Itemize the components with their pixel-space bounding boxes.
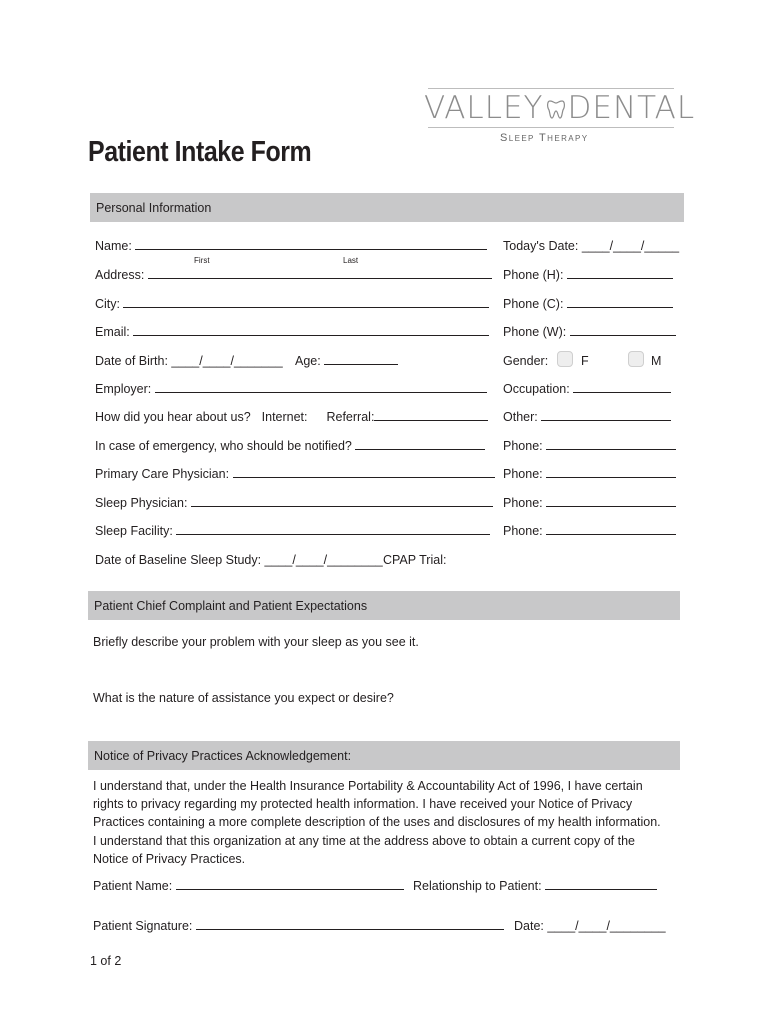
cpap-trial-field[interactable] [383, 553, 446, 567]
patient-name-line[interactable] [176, 879, 404, 890]
city-label: City: [95, 297, 120, 311]
primary-care-line[interactable] [233, 467, 495, 478]
baseline-study-field[interactable] [95, 553, 383, 567]
address-line[interactable] [148, 268, 492, 279]
primary-care-phone-line[interactable] [546, 467, 676, 478]
patient-signature-field[interactable] [93, 919, 504, 933]
logo-brand-left: VALLEY [424, 90, 544, 126]
relationship-line[interactable] [545, 879, 657, 890]
privacy-line: I understand that, under the Health Insurance Portability & Accountability Act of 1996, I have certain [93, 779, 643, 793]
baseline-study-label: Date of Baseline Sleep Study: ____/____/________ [95, 553, 383, 567]
primary-care-label: Primary Care Physician: [95, 467, 230, 481]
sleep-physician-phone-label: Phone: [503, 496, 543, 510]
sleep-facility-line[interactable] [176, 524, 490, 535]
signature-date-label: Date: ____/____/________ [514, 919, 666, 933]
referral-line[interactable] [374, 410, 488, 421]
cpap-trial-label: CPAP Trial: [383, 553, 447, 567]
primary-care-phone-field[interactable] [503, 467, 676, 481]
sleep-physician-field[interactable] [95, 496, 493, 510]
name-line[interactable] [135, 239, 487, 250]
referral-label: Referral: [326, 410, 375, 424]
page-title: Patient Intake Form [88, 136, 312, 168]
phone-home-line[interactable] [567, 268, 673, 279]
patient-signature-label: Patient Signature: [93, 919, 193, 933]
phone-work-label: Phone (W): [503, 325, 567, 339]
logo-top-rule [428, 88, 674, 89]
phone-home-field[interactable] [503, 268, 673, 282]
phone-home-label: Phone (H): [503, 268, 564, 282]
logo-wordmark [424, 90, 695, 126]
age-field[interactable] [295, 354, 398, 368]
privacy-line: Practices containing a more complete description of the uses and disclosures of my health information. [93, 815, 661, 830]
privacy-line: rights to privacy regarding my protected health information. I have received your Notice of Privacy [93, 797, 633, 812]
privacy-line: Notice of Privacy Practices. [93, 851, 246, 866]
sleep-problem-question: Briefly describe your problem with your sleep as you see it. [93, 635, 419, 649]
internet-option[interactable]: Internet: [261, 410, 308, 424]
age-label: Age: [295, 354, 321, 368]
occupation-line[interactable] [573, 382, 671, 393]
logo-brand-right: DENTAL [567, 90, 696, 126]
city-field[interactable] [95, 297, 489, 311]
sleep-facility-phone-line[interactable] [546, 524, 676, 535]
gender-f-label: F [581, 354, 589, 368]
name-label: Name: [95, 239, 132, 253]
address-field[interactable] [95, 268, 492, 282]
email-field[interactable] [95, 325, 489, 339]
sleep-facility-label: Sleep Facility: [95, 524, 173, 538]
privacy-acknowledgement-text [93, 777, 683, 868]
phone-work-line[interactable] [570, 325, 676, 336]
gender-f-checkbox[interactable] [557, 351, 573, 367]
employer-label: Employer: [95, 382, 152, 396]
hear-about-label: How did you hear about us? [95, 410, 251, 424]
section-header-privacy: Notice of Privacy Practices Acknowledgement: [88, 741, 680, 770]
sleep-physician-label: Sleep Physician: [95, 496, 188, 510]
city-line[interactable] [123, 297, 489, 308]
section-header-complaint: Patient Chief Complaint and Patient Expectations [88, 591, 680, 620]
primary-care-field[interactable] [95, 467, 495, 481]
last-name-caption: Last [343, 256, 359, 265]
gender-m-checkbox[interactable] [628, 351, 644, 367]
email-label: Email: [95, 325, 130, 339]
patient-signature-line[interactable] [196, 919, 504, 930]
tooth-icon [546, 98, 566, 120]
sleep-facility-field[interactable] [95, 524, 490, 538]
emergency-phone-field[interactable] [503, 439, 676, 453]
emergency-label: In case of emergency, who should be notified? [95, 439, 352, 453]
patient-name-label: Patient Name: [93, 879, 173, 893]
emergency-contact-field[interactable] [95, 439, 485, 453]
section-header-personal: Personal Information [90, 193, 684, 222]
sleep-physician-phone-field[interactable] [503, 496, 676, 510]
address-label: Address: [95, 268, 145, 282]
page-number: 1 of 2 [90, 954, 122, 968]
phone-cell-label: Phone (C): [503, 297, 564, 311]
phone-cell-field[interactable] [503, 297, 673, 311]
emergency-phone-line[interactable] [546, 439, 676, 450]
logo-tagline: Sleep Therapy [500, 132, 589, 144]
privacy-line: I understand that this organization at any time at the address above to obtain a current copy of the [93, 833, 636, 848]
name-field[interactable] [95, 239, 487, 253]
emergency-line[interactable] [355, 439, 485, 450]
valley-dental-logo [420, 86, 696, 148]
employer-line[interactable] [155, 382, 487, 393]
gender-m-label: M [651, 354, 662, 368]
gender-label: Gender: [503, 354, 549, 368]
first-name-caption: First [194, 256, 210, 265]
todays-date-field[interactable] [503, 239, 679, 253]
patient-name-field[interactable] [93, 879, 404, 893]
email-line[interactable] [133, 325, 489, 336]
phone-cell-line[interactable] [567, 297, 673, 308]
assistance-question: What is the nature of assistance you expect or desire? [93, 691, 394, 705]
sleep-facility-phone-field[interactable] [503, 524, 676, 538]
relationship-field[interactable] [413, 879, 657, 893]
logo-bottom-rule [428, 127, 674, 128]
other-line[interactable] [541, 410, 671, 421]
signature-date-field[interactable] [514, 919, 666, 933]
dob-field[interactable] [95, 354, 283, 368]
referral-source-field[interactable] [95, 410, 488, 424]
other-field[interactable] [503, 410, 671, 424]
age-line[interactable] [324, 354, 398, 365]
dob-label: Date of Birth: ____/____/_______ [95, 354, 283, 368]
primary-care-phone-label: Phone: [503, 467, 543, 481]
other-label: Other: [503, 410, 538, 424]
phone-work-field[interactable] [503, 325, 676, 339]
relationship-label: Relationship to Patient: [413, 879, 542, 893]
occupation-label: Occupation: [503, 382, 570, 396]
emergency-phone-label: Phone: [503, 439, 543, 453]
todays-date-label: Today's Date: ____/____/_____ [503, 239, 680, 253]
sleep-facility-phone-label: Phone: [503, 524, 543, 538]
employer-field[interactable] [95, 382, 487, 396]
sleep-physician-phone-line[interactable] [546, 496, 676, 507]
occupation-field[interactable] [503, 382, 671, 396]
sleep-physician-line[interactable] [191, 496, 493, 507]
